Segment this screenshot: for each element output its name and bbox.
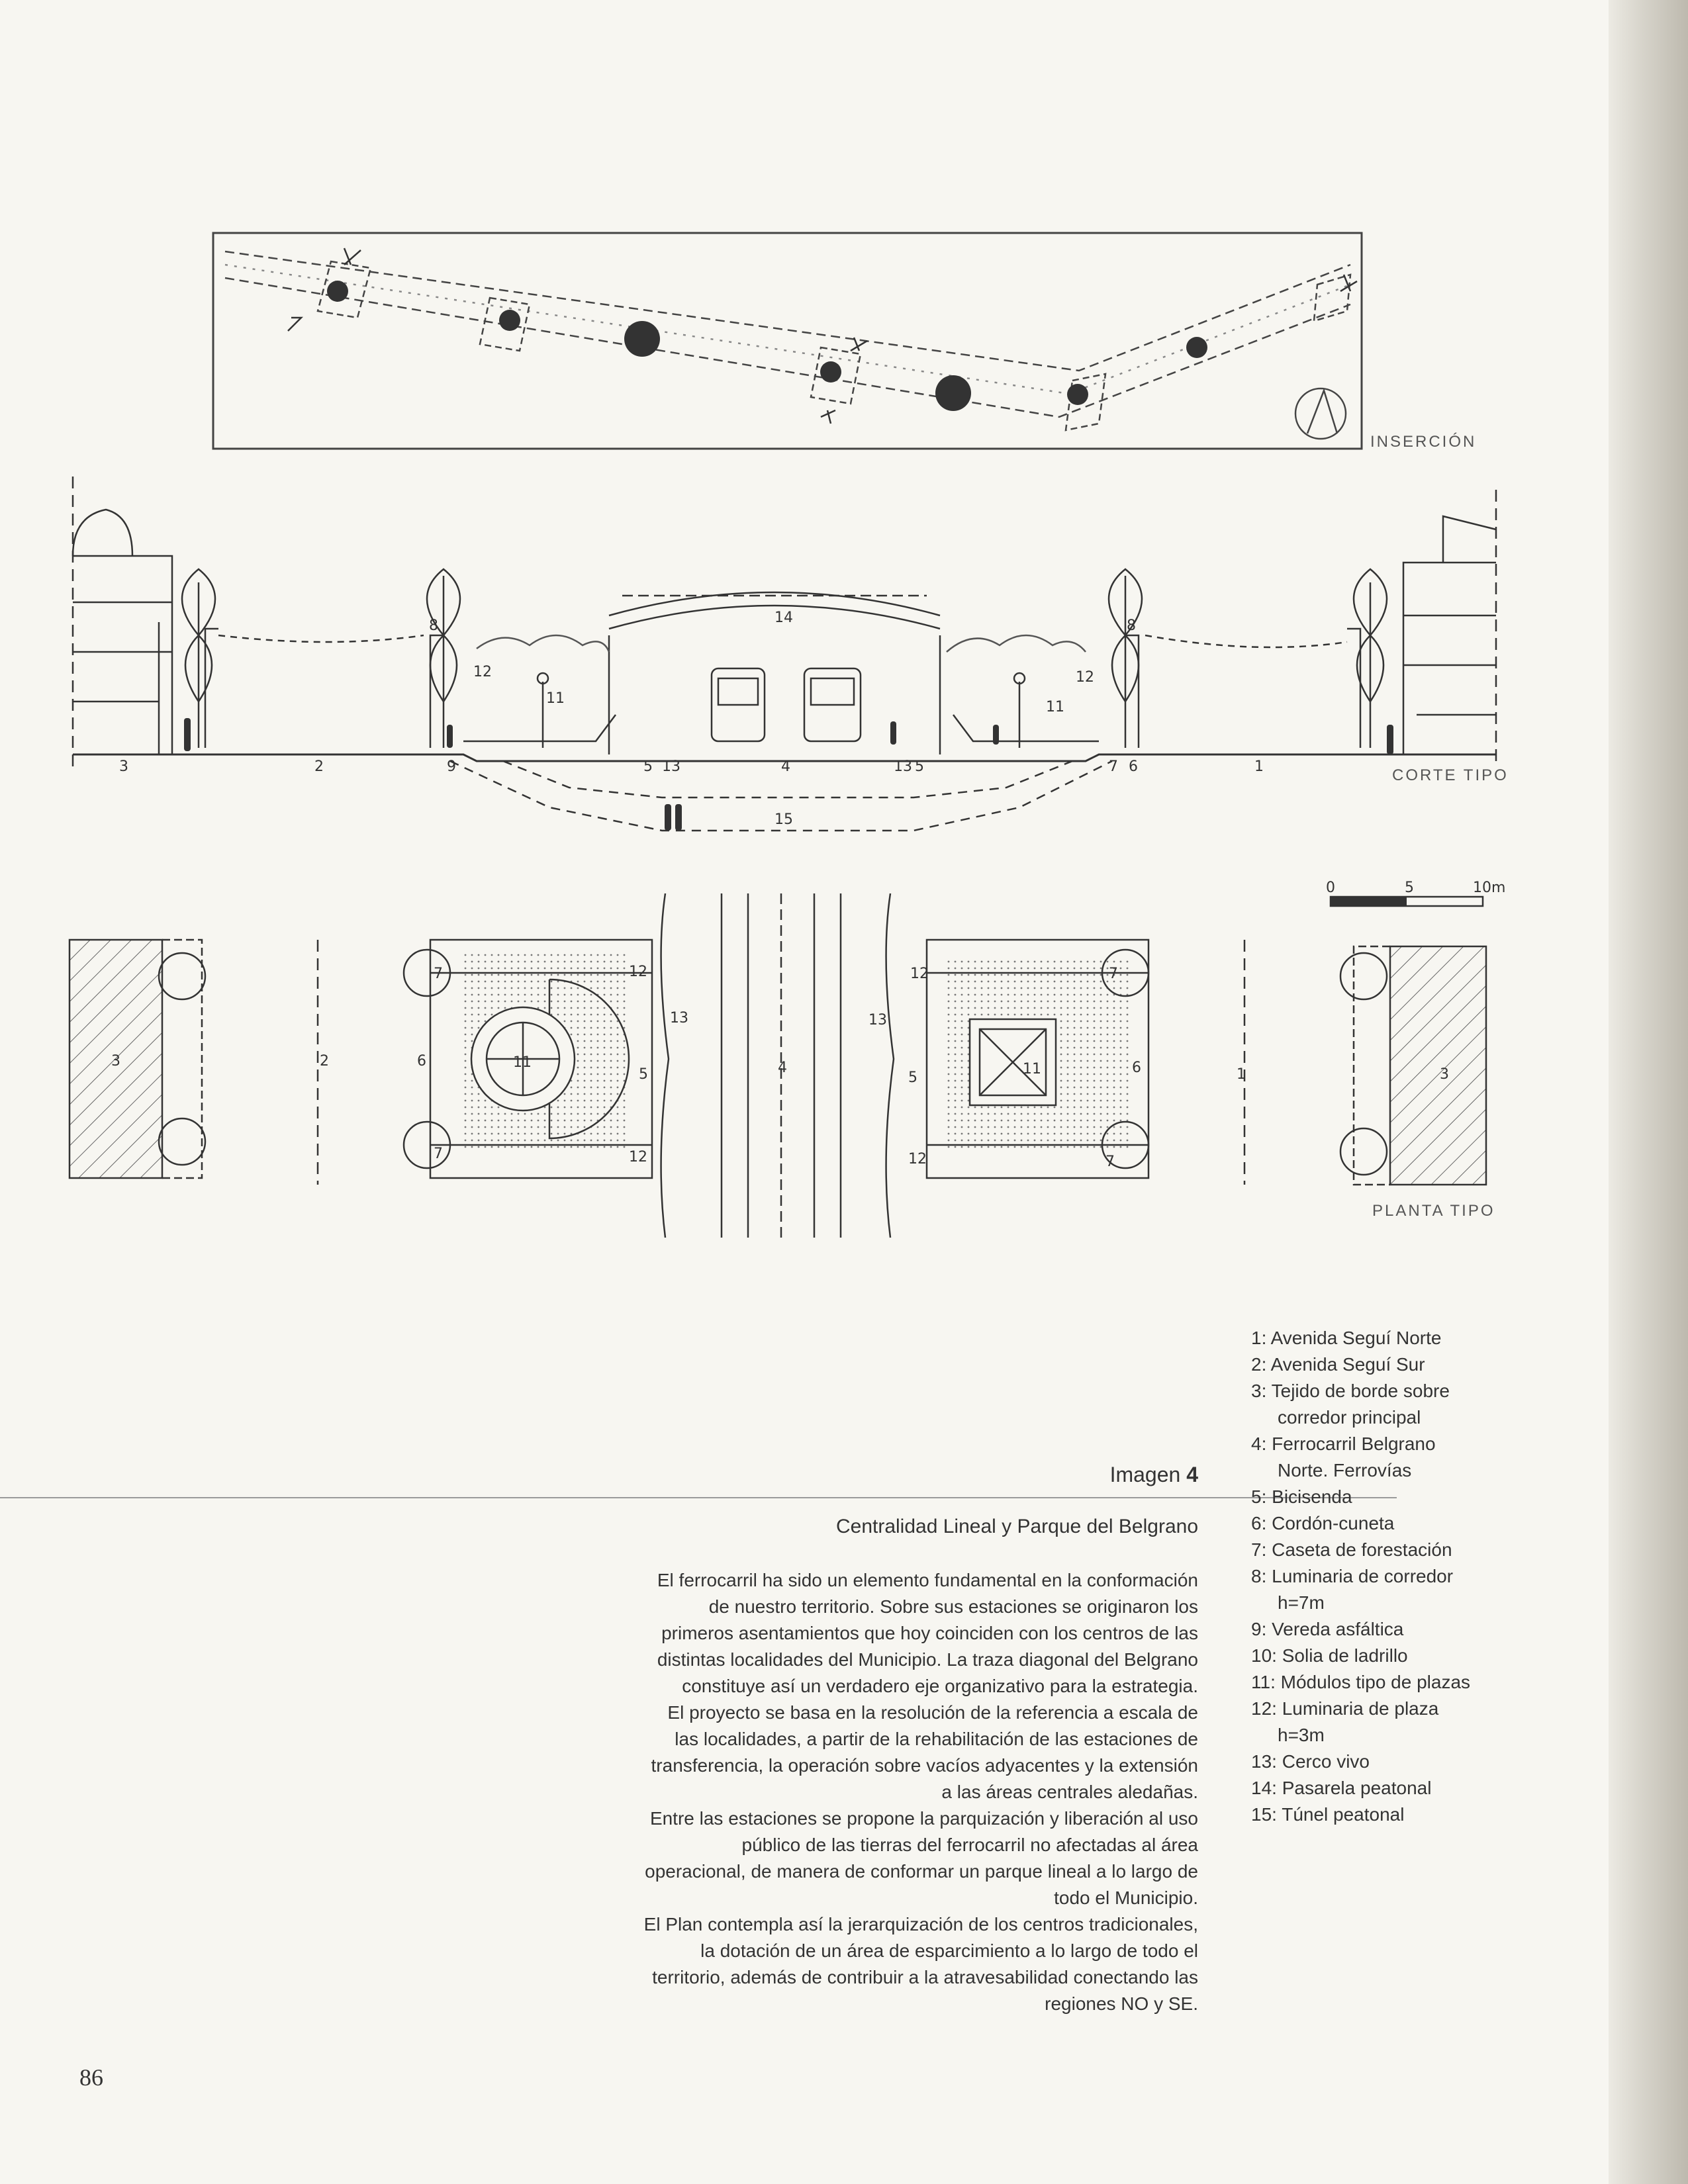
plan-num-11b: 11 [1023, 1061, 1041, 1077]
legend-item: 11: Módulos tipo de plazas [1251, 1672, 1471, 1692]
scale-bar [1326, 880, 1505, 906]
plan-num-11a: 11 [513, 1054, 532, 1071]
plan-num-4: 4 [778, 1060, 787, 1076]
legend-item: 12: Luminaria de plaza h=3m [1251, 1698, 1439, 1745]
plan-num-3a: 3 [111, 1053, 120, 1069]
section-num-11a: 11 [546, 690, 565, 707]
plan-num-12b: 12 [629, 1149, 647, 1165]
legend-item: 13: Cerco vivo [1251, 1751, 1370, 1772]
plan-num-5a: 5 [639, 1066, 648, 1083]
legend-item: 10: Solia de ladrillo [1251, 1645, 1408, 1666]
legend-item: 6: Cordón-cuneta [1251, 1513, 1395, 1533]
section-num-8b: 8 [1127, 617, 1136, 634]
plan-num-6a: 6 [417, 1053, 426, 1069]
section-num-1: 1 [1254, 758, 1264, 775]
body-paragraph-3: Entre las estaciones se propone la parquización y liberación al uso público de las tierras del ferrocarril no afectadas al área operacional, de manera de conformar un parque lineal a lo largo de todo el Municipio. [645, 1808, 1198, 1908]
insercion-label: INSERCIÓN [1370, 433, 1477, 451]
plan-num-12c: 12 [910, 966, 929, 982]
page-edge-shadow [1609, 0, 1688, 2184]
scale-five: 5 [1405, 880, 1414, 896]
section-num-13b: 13 [894, 758, 912, 775]
legend-item: 14: Pasarela peatonal [1251, 1778, 1432, 1798]
legend-item: 1: Avenida Seguí Norte [1251, 1328, 1442, 1348]
page-number: 86 [79, 2064, 103, 2091]
plan-num-2: 2 [320, 1053, 329, 1069]
legend-item: 2: Avenida Seguí Sur [1251, 1354, 1425, 1375]
legend-item: 5: Bicisenda [1251, 1486, 1352, 1507]
insercion-arrows [288, 248, 1357, 424]
image-caption [1110, 1463, 1198, 1487]
planta-label: PLANTA TIPO [1372, 1202, 1495, 1220]
section-num-2: 2 [314, 758, 324, 775]
section-num-9: 9 [447, 758, 456, 775]
plan-num-12a: 12 [629, 964, 647, 980]
insercion-stations [327, 281, 1207, 411]
plan-num-7b: 7 [434, 1146, 443, 1162]
plan-num-7d: 7 [1105, 1154, 1115, 1170]
caption-title: Centralidad Lineal y Parque del Belgrano [835, 1516, 1198, 1537]
image-word: Imagen [1109, 1463, 1181, 1486]
legend-item: 3: Tejido de borde sobre corredor principal [1251, 1381, 1450, 1428]
legend-list [1251, 1325, 1529, 1828]
plan-num-13a: 13 [670, 1010, 688, 1026]
plan-num-5b: 5 [908, 1069, 917, 1086]
planta-labels [111, 964, 1449, 1170]
section-num-5a: 5 [643, 758, 653, 775]
corte-labels [119, 610, 1264, 828]
legend-item: 4: Ferrocarril Belgrano Norte. Ferrovías [1251, 1433, 1436, 1480]
section-num-12a: 12 [473, 664, 492, 680]
legend-item: 15: Túnel peatonal [1251, 1804, 1405, 1825]
plan-num-7a: 7 [434, 966, 443, 982]
section-num-14: 14 [774, 610, 793, 626]
section-num-3: 3 [119, 758, 128, 775]
image-number: 4 [1186, 1463, 1198, 1486]
section-num-5b: 5 [915, 758, 924, 775]
legend-item: 8: Luminaria de corredor h=7m [1251, 1566, 1454, 1613]
corte-label: CORTE TIPO [1392, 766, 1509, 784]
section-num-7: 7 [1109, 758, 1118, 775]
plan-num-12d: 12 [908, 1151, 927, 1167]
body-paragraph-1: El ferrocarril ha sido un elemento fundamental en la conformación de nuestro territorio. Sobre sus estaciones se originaron los primeros asentamientos que hoy coinciden con los centros de las distintas localidades del Municipio. La traza diagonal del Belgrano constituye así un verdadero eje organizativo para la estrategia. [657, 1570, 1198, 1696]
body-paragraph-4: El Plan contempla así la jerarquización de los centros tradicionales, la dotación de un área de esparcimiento a lo largo de todo el territorio, además de contribuir a la atravesabilidad conectando las regiones NO y SE. [643, 1914, 1198, 2014]
plan-num-1: 1 [1237, 1066, 1246, 1083]
section-num-13a: 13 [662, 758, 680, 775]
legend-item: 9: Vereda asfáltica [1251, 1619, 1404, 1639]
scale-ten: 10m [1473, 880, 1506, 896]
section-num-4: 4 [781, 758, 790, 775]
section-num-8a: 8 [429, 617, 438, 634]
legend-item: 7: Caseta de forestación [1251, 1539, 1452, 1560]
plan-num-6b: 6 [1132, 1060, 1141, 1076]
section-num-11b: 11 [1046, 699, 1064, 715]
corte-section [73, 477, 1496, 831]
section-num-15: 15 [774, 811, 793, 828]
section-num-12b: 12 [1076, 669, 1094, 686]
scale-zero: 0 [1326, 880, 1335, 896]
caption-body [642, 1567, 1198, 2017]
caption-divider [0, 1497, 1397, 1498]
body-paragraph-2: El proyecto se basa en la resolución de la referencia a escala de las localidades, a partir de la rehabilitación de las estaciones de transferencia, la operación sobre vacíos adyacentes y la extensión a las áreas centrales aledañas. [651, 1702, 1198, 1802]
plan-num-7c: 7 [1109, 966, 1118, 982]
plan-num-13b: 13 [868, 1012, 887, 1028]
plan-num-3b: 3 [1440, 1066, 1449, 1083]
section-num-6: 6 [1129, 758, 1138, 775]
